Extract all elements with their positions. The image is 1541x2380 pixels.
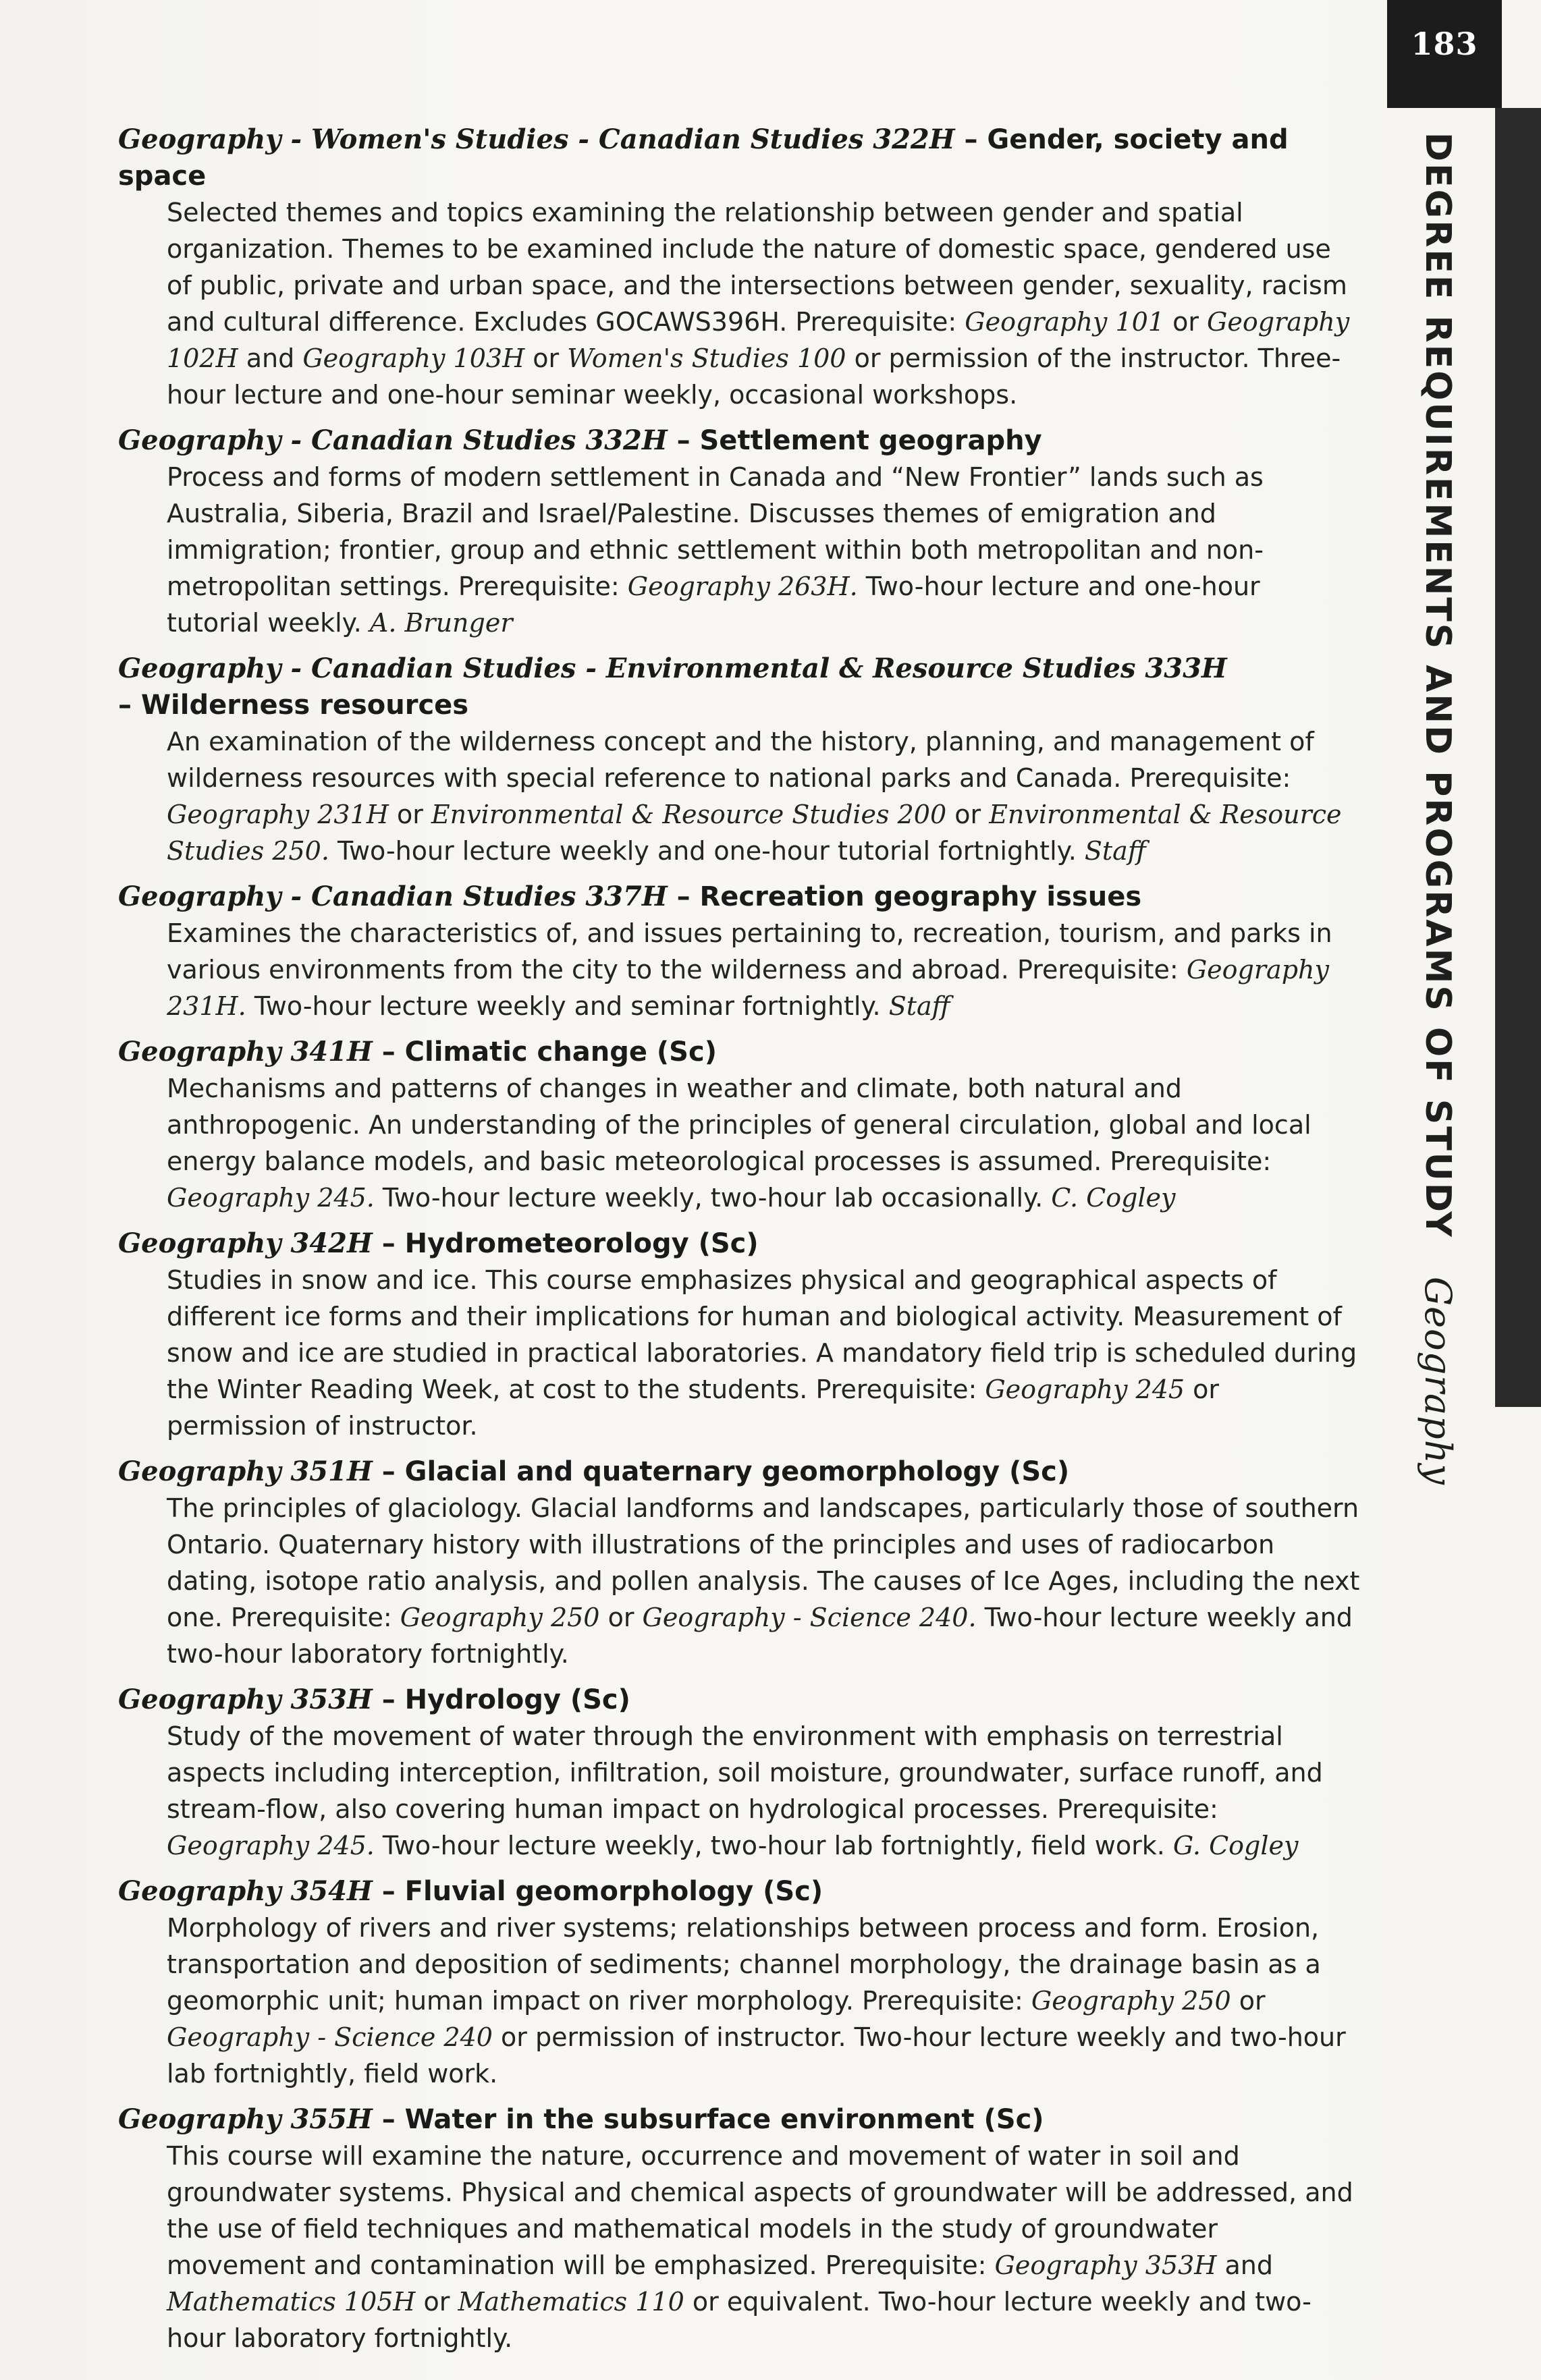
course-entry	[118, 1034, 1360, 1216]
course-text: or	[415, 2287, 458, 2317]
course-code: Geography 354H	[118, 1875, 373, 1907]
course-entry	[118, 422, 1360, 641]
course-entry	[118, 651, 1360, 869]
course-name: Hydrology (Sc)	[404, 1684, 630, 1715]
course-entry	[118, 879, 1360, 1024]
course-reference: Environmental & Resource Studies 200	[431, 800, 947, 829]
course-reference: Geography 245.	[167, 1183, 375, 1213]
course-entry	[118, 1873, 1360, 2092]
course-reference: Geography 231H	[167, 800, 389, 829]
course-text: Two-hour lecture weekly, two-hour lab fortnightly, field work.	[374, 1831, 1173, 1860]
course-description	[167, 194, 1360, 413]
course-reference: Staff	[888, 991, 950, 1021]
course-code: Geography - Canadian Studies - Environmental & Resource Studies 333H	[118, 653, 1227, 684]
course-reference: Staff	[1084, 836, 1146, 866]
course-text: Two-hour lecture weekly, two-hour lab occasionally.	[374, 1183, 1052, 1213]
course-text: or	[524, 343, 568, 373]
course-name: Fluvial geomorphology (Sc)	[404, 1876, 823, 1907]
course-reference: Geography - Science 240.	[642, 1603, 977, 1632]
course-text: or	[388, 800, 431, 829]
course-entry	[118, 2101, 1360, 2356]
course-reference: Women's Studies 100	[567, 343, 846, 373]
course-reference: Environmental & Resource Studies 250.	[167, 800, 1342, 866]
course-heading	[118, 1034, 1360, 1070]
course-text: or permission of instructor.	[167, 1375, 1220, 1441]
course-text: An examination of the wilderness concept and the history, planning, and management of wilderness resources with special reference to national parks and Canada. Prerequisite:	[167, 727, 1314, 793]
course-heading	[118, 1682, 1360, 1718]
course-text: Study of the movement of water through the environment with emphasis on terrestrial aspects including interception, infiltration, soil moisture, groundwater, surface runoff, and stream-flow, also covering human impact on hydrological processes. Prerequisite:	[167, 1721, 1323, 1824]
course-reference: Mathematics 105H	[167, 2287, 416, 2317]
course-text: Selected themes and topics examining the relationship between gender and spatial organization. Themes to be examined include the nature of domestic space, gendered use of public, private and urban space, and the intersections between gender, sexuality, racism and cultural difference. Excludes GOCAWS396H. Prerequisite:	[167, 198, 1347, 337]
course-separator: –	[372, 1456, 405, 1487]
course-entry	[118, 1225, 1360, 1444]
course-heading	[118, 121, 1360, 194]
course-text: Studies in snow and ice. This course emphasizes physical and geographical aspects of different ice forms and their implications for human and biological activity. Measurement of snow and ice are studied in practical laboratories. A mandatory field trip is scheduled during the Winter Reading Week, at cost to the students. Prerequisite:	[167, 1265, 1357, 1404]
course-text: or	[946, 800, 990, 829]
course-entry	[118, 1454, 1360, 1672]
course-text: or equivalent. Two-hour lecture weekly and two-hour laboratory fortnightly.	[167, 2287, 1312, 2353]
course-reference: Geography 245	[985, 1375, 1185, 1404]
course-text: and	[238, 343, 303, 373]
course-separator: –	[667, 881, 700, 912]
course-text: Two-hour lecture weekly and seminar fortnightly.	[246, 991, 889, 1021]
course-name: Wilderness resources	[140, 690, 469, 721]
course-code: Geography 342H	[118, 1227, 373, 1259]
course-reference: Geography 103H	[302, 343, 525, 373]
course-description	[167, 1718, 1360, 1864]
course-entry	[118, 1682, 1360, 1864]
course-description	[167, 915, 1360, 1024]
course-text: Examines the characteristics of, and issues pertaining to, recreation, tourism, and parks in various environments from the city to the wilderness and abroad. Prerequisite:	[167, 918, 1332, 985]
course-text: Two-hour lecture weekly and two-hour laboratory fortnightly.	[167, 1603, 1353, 1669]
course-heading	[118, 1225, 1360, 1262]
course-name: Gender, society and space	[118, 124, 1289, 192]
course-heading	[118, 1454, 1360, 1490]
course-name: Recreation geography issues	[699, 881, 1142, 912]
course-separator: –	[372, 1876, 405, 1907]
course-reference: Geography 263H.	[627, 572, 858, 601]
course-description	[167, 2138, 1360, 2356]
course-text: Morphology of rivers and river systems; relationships between process and form. Erosion, transportation and deposition of sediments; channel morphology, the drainage basin as a geomorphic unit; human impact on river morphology. Prerequisite:	[167, 1913, 1321, 2016]
course-entry	[118, 121, 1360, 413]
course-reference: Geography 250	[400, 1603, 600, 1632]
course-listing	[118, 121, 1360, 2366]
course-heading	[118, 2101, 1360, 2138]
course-reference: A. Brunger	[369, 608, 513, 638]
course-reference: Geography 353H	[994, 2250, 1217, 2280]
course-separator: –	[372, 1228, 405, 1259]
course-heading	[118, 1873, 1360, 1910]
course-reference: Geography 231H.	[167, 955, 1329, 1021]
course-text: Two-hour lecture and one-hour tutorial weekly.	[167, 572, 1260, 638]
course-text: This course will examine the nature, occurrence and movement of water in soil and groundwater systems. Physical and chemical aspects of groundwater will be addressed, and the use of field techniques and mathematical models in the study of groundwater movement and contamination will be emphasized. Prerequisite:	[167, 2141, 1353, 2280]
course-name: Water in the subsurface environment (Sc)	[404, 2104, 1044, 2135]
course-name: Glacial and quaternary geomorphology (Sc)	[404, 1456, 1070, 1487]
course-text: The principles of glaciology. Glacial landforms and landscapes, particularly those of southern Ontario. Quaternary history with illustrations of the principles and uses of radiocarbon dating, isotope ratio analysis, and pollen analysis. The causes of Ice Ages, including the next one. Prerequisite:	[167, 1493, 1360, 1632]
course-name: Hydrometeorology (Sc)	[404, 1228, 759, 1259]
course-description	[167, 1262, 1360, 1444]
course-text: or permission of instructor. Two-hour lecture weekly and two-hour lab fortnightly, field work.	[167, 2022, 1346, 2088]
course-reference: Geography - Science 240	[167, 2022, 493, 2052]
course-text: or permission of the instructor. Three-hour lecture and one-hour seminar weekly, occasional workshops.	[167, 343, 1341, 410]
course-description	[167, 459, 1360, 641]
course-heading-line2: – Wilderness resources	[118, 690, 469, 721]
course-reference: Geography 101	[965, 307, 1164, 337]
course-code: Geography - Canadian Studies 332H	[118, 424, 668, 456]
course-code: Geography 351H	[118, 1456, 373, 1487]
course-name: Settlement geography	[699, 425, 1042, 456]
course-text: or	[599, 1603, 643, 1632]
running-title-section: Geography	[1417, 1276, 1459, 1485]
course-separator: –	[372, 1684, 405, 1715]
course-code: Geography 355H	[118, 2103, 373, 2135]
course-text: or	[1164, 307, 1208, 337]
course-separator: –	[372, 2104, 405, 2135]
course-heading	[118, 879, 1360, 915]
course-text: and	[1216, 2250, 1273, 2280]
course-reference: Geography 245.	[167, 1831, 375, 1860]
course-reference: Mathematics 110	[458, 2287, 684, 2317]
course-separator: –	[372, 1036, 405, 1068]
running-title-main: DEGREE REQUIREMENTS AND PROGRAMS OF STUDY	[1417, 132, 1458, 1239]
course-name: Climatic change (Sc)	[404, 1036, 717, 1068]
course-code: Geography - Canadian Studies 337H	[118, 881, 668, 912]
course-heading	[118, 422, 1360, 459]
course-text: Two-hour lecture weekly and one-hour tutorial fortnightly.	[329, 836, 1085, 866]
course-description	[167, 723, 1360, 869]
course-code: Geography 341H	[118, 1036, 373, 1068]
course-text: or	[1231, 1986, 1266, 2016]
course-description	[167, 1910, 1360, 2092]
course-description	[167, 1490, 1360, 1672]
course-text: Mechanisms and patterns of changes in weather and climate, both natural and anthropogenic. An understanding of the principles of general circulation, global and local energy balance models, and basic meteorological processes is assumed. Prerequisite:	[167, 1074, 1312, 1176]
course-separator: –	[667, 425, 700, 456]
course-description	[167, 1070, 1360, 1216]
page-number: 183	[1411, 26, 1478, 62]
side-thumb-bar	[1495, 108, 1541, 1407]
course-code: Geography - Women's Studies - Canadian Studies 322H	[118, 123, 955, 155]
course-heading	[118, 651, 1360, 723]
course-reference: Geography 102H	[167, 307, 1350, 373]
course-separator: –	[954, 124, 988, 155]
course-code: Geography 353H	[118, 1684, 373, 1715]
course-text: Process and forms of modern settlement in Canada and “New Frontier” lands such as Australia, Siberia, Brazil and Israel/Palestine. Discusses themes of emigration and immigration; frontier, group and ethnic settlement within both metropolitan and non-metropolitan settings. Prerequisite:	[167, 462, 1264, 601]
course-reference: Geography 250	[1031, 1986, 1231, 2016]
course-reference: G. Cogley	[1172, 1831, 1299, 1860]
side-running-title	[1417, 132, 1458, 1485]
course-reference: C. Cogley	[1051, 1183, 1176, 1213]
